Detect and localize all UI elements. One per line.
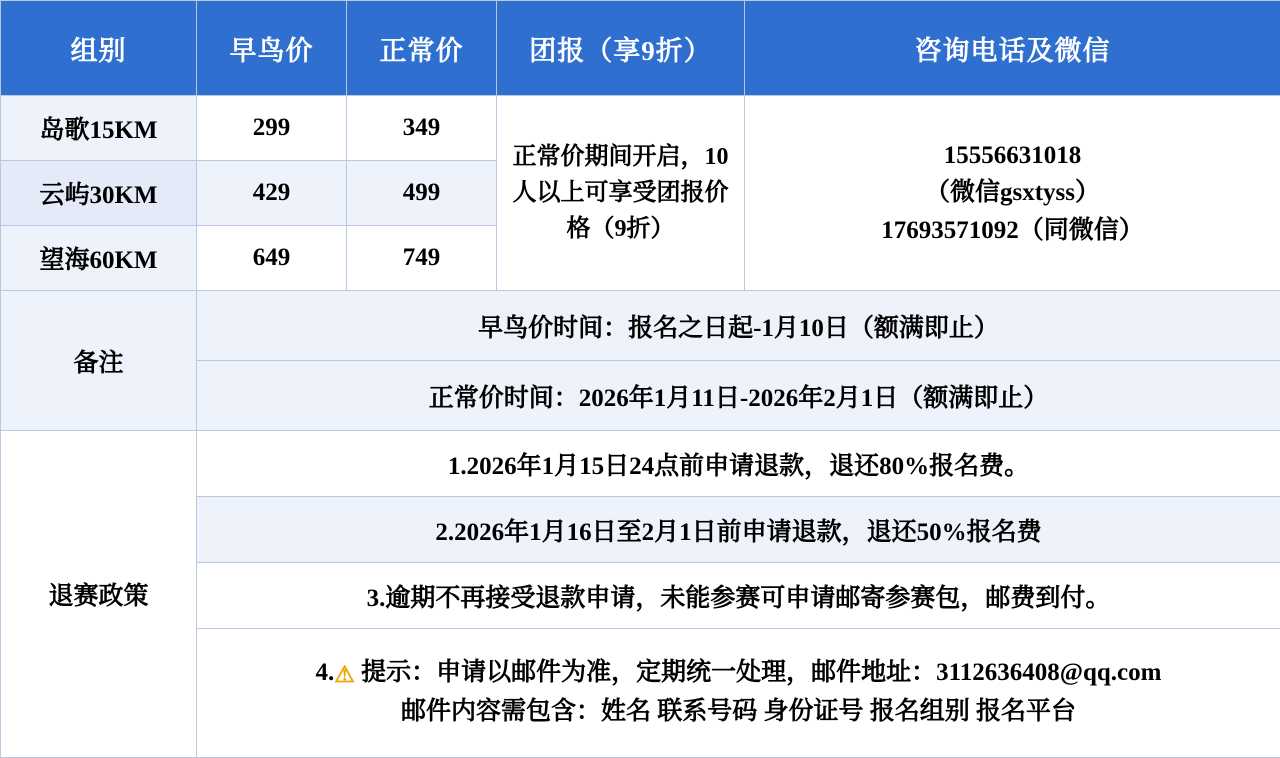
header-early-price: 早鸟价: [197, 1, 347, 96]
refund-line-4-main: [203, 654, 1274, 693]
group-early-price: 299: [197, 96, 347, 161]
header-group-booking: 团报（享9折）: [497, 1, 745, 96]
remark-line-1: 早鸟价时间：报名之日起-1月10日（额满即止）: [197, 291, 1280, 361]
contact-info: [745, 96, 1280, 291]
remark-row-1: [1, 291, 1280, 361]
header-group: 组别: [1, 1, 197, 96]
refund-email-content: 邮件内容需包含：姓名 联系号码 身份证号 报名组别 报名平台: [203, 693, 1274, 732]
group-name: 云屿30KM: [1, 161, 197, 226]
refund-line-3: 3.逾期不再接受退款申请，未能参赛可申请邮寄参赛包，邮费到付。: [197, 563, 1280, 629]
refund-item-number: 4.: [316, 659, 335, 686]
contact-phone-1: 15556631018: [751, 137, 1274, 175]
remark-label: 备注: [1, 291, 197, 431]
group-normal-price: 499: [347, 161, 497, 226]
refund-label: 退赛政策: [1, 431, 197, 758]
refund-row-1: [1, 431, 1280, 497]
table-header-row: [1, 1, 1280, 96]
group-name: 岛歌15KM: [1, 96, 197, 161]
table-row: [1, 96, 1280, 161]
group-normal-price: 749: [347, 226, 497, 291]
refund-line-2: 2.2026年1月16日至2月1日前申请退款，退还50%报名费: [197, 497, 1280, 563]
group-early-price: 429: [197, 161, 347, 226]
remark-line-2: 正常价时间：2026年1月11日-2026年2月1日（额满即止）: [197, 361, 1280, 431]
group-name: 望海60KM: [1, 226, 197, 291]
refund-line-4: [197, 629, 1280, 758]
refund-email-note: 提示：申请以邮件为准，定期统一处理，邮件地址：3112636408@qq.com: [361, 659, 1161, 686]
group-booking-note: 正常价期间开启，10人以上可享受团报价格（9折）: [497, 96, 745, 291]
group-early-price: 649: [197, 226, 347, 291]
group-normal-price: 349: [347, 96, 497, 161]
contact-phone-2: 17693571092（同微信）: [751, 212, 1274, 250]
contact-wechat-1: （微信gsxtyss）: [751, 174, 1274, 212]
warning-icon: ⚠: [334, 657, 355, 693]
refund-line-1: 1.2026年1月15日24点前申请退款，退还80%报名费。: [197, 431, 1280, 497]
header-normal-price: 正常价: [347, 1, 497, 96]
header-contact: 咨询电话及微信: [745, 1, 1280, 96]
